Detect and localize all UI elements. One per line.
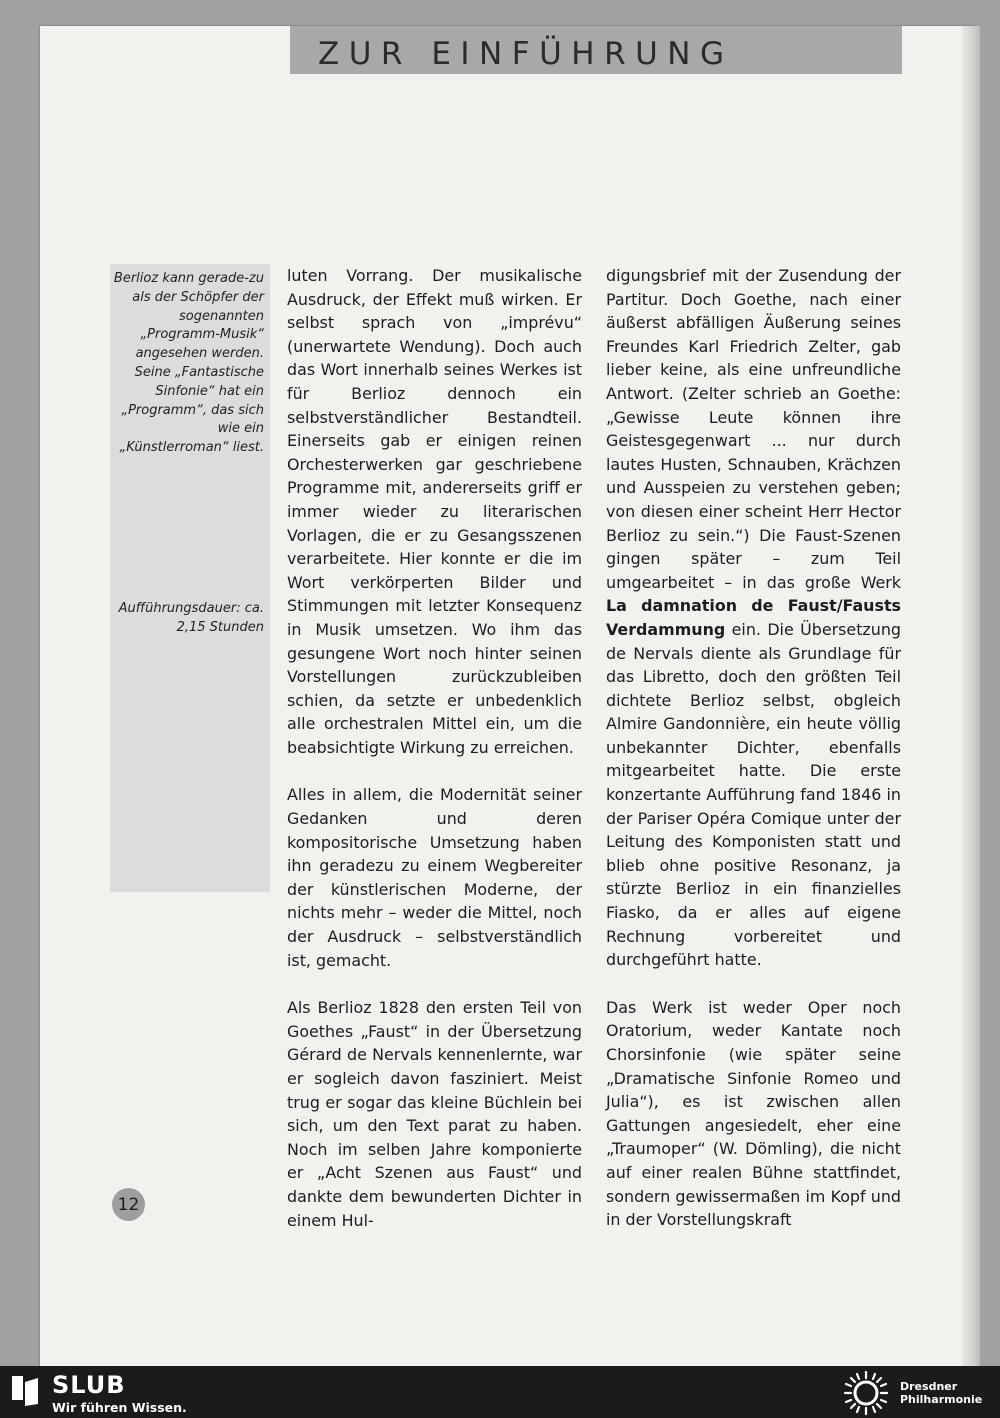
paragraph: Alles in allem, die Modernität seiner Gedanken und deren kompositorische Umsetzung haben ihn geradezu zu einem Wegbereiter der künstlerischen Moderne, der nichts mehr – weder die Mittel, noch der Ausdruck – selbstverständlich ist, gemacht. bbox=[287, 785, 582, 970]
partner-line: Dresdner bbox=[900, 1380, 958, 1393]
text-run: digungsbrief mit der Zusendung der Partitur. Doch Goethe, nach einer äußerst abfälligen Äußerung seines Freundes Karl Friedrich Zelter, gab lieber keine, als eine unfreundliche Antwort. (Zelter schrieb an Goethe: „Gewisse Leute können ihre Geistesgegenwart ... nur durch lautes Husten, Schnauben, Krächzen und Ausspeien zu verstehen geben; von diesen einer scheint Herr Hector Berlioz zu sein.“) Die Faust-Szenen gingen später – zum Teil umgearbeitet – in das große Werk bbox=[606, 266, 901, 592]
paragraph bbox=[606, 264, 901, 972]
partner-line: Philharmonie bbox=[900, 1393, 983, 1406]
page-edge bbox=[962, 26, 980, 1366]
work-title: La damnation de Faust/Fausts Verdammung bbox=[606, 596, 901, 639]
page-number: 12 bbox=[112, 1188, 145, 1221]
slub-brand[interactable]: SLUB bbox=[52, 1371, 126, 1399]
slub-logo-icon[interactable] bbox=[12, 1376, 38, 1406]
paragraph: Das Werk ist weder Oper noch Oratorium, weder Kantate noch Chorsinfonie (wie später seine „Dramatische Sinfonie Romeo und Julia“), es ist zwischen allen Gattungen angesiedelt, eher eine „Traumoper“ (W. Dömling), die nicht auf einer realen Bühne stattfindet, sondern gewissermaßen im Kopf und in der Vorstellungskraft bbox=[606, 997, 901, 1230]
paragraph: Als Berlioz 1828 den ersten Teil von Goethes „Faust“ in der Übersetzung Gérard de Nervals kennenlernte, war er sogleich davon fasziniert. Meist trug er sogar das kleine Büchlein bei sich, um den Text parat zu haben. Noch im selben Jahre komponierte er „Acht Szenen aus Faust“ und dankte dem bewunderten Dichter in einem Hul- bbox=[287, 998, 582, 1230]
margin-note-duration: Aufführungsdauer: ca. 2,15 Stunden bbox=[118, 601, 264, 635]
text-run: ein. Die Übersetzung de Nervals diente als Grundlage für das Libretto, doch den größten Teil dichtete Berlioz selbst, obgleich Almire Gandonnière, ein heute völlig unbekannter Dichter, ebenfalls mitgearbeitet hatte. Die erste konzertante Aufführung fand 1846 in der Pariser Opéra Comique unter der Leitung des Komponisten statt und blieb ohne positive Resonanz, ja stürzte Berlioz in ein finanzielles Fiasko, da er alles auf eigene Rechnung vorbereitet und durchgeführt hatte. bbox=[606, 619, 901, 970]
section-title: ZUR EINFÜHRUNG bbox=[318, 36, 734, 72]
text-column-right bbox=[606, 264, 901, 1256]
margin-note-programm-musik: Berlioz kann gerade-zu als der Schöpfer der sogenannten „Programm-Musik“ angesehen werden. Seine „Fantastische Sinfonie“ hat ein „Programm“, das sich wie ein „Künstlerroman“ liest. bbox=[113, 271, 264, 456]
dresdner-philharmonie-name[interactable] bbox=[900, 1380, 996, 1406]
paragraph: luten Vorrang. Der musikalische Ausdruck, der Effekt muß wirken. Er selbst sprach von „imprévu“ (unerwartete Wendung). Doch auch das Wort innerhalb seines Werkes ist für Berlioz dennoch ein selbstverständlicher Bestandteil. Einerseits gab er einigen reinen Orchesterwerken gar geschriebene Programme mit, andererseits griff er immer wieder zu literarischen Vorlagen, die er zu Gesangsszenen verarbeitete. Hier konnte er die im Wort verkörperten Bilder und Stimmungen mit letzter Konsequenz in Musik umsetzen. Wo ihm das gesungene Wort noch hinter seinen Vorstellungen zurückzubleiben schien, da setzte er unbedenklich alle orchestralen Mittel ein, um die beabsichtigte Wirkung zu erreichen. bbox=[287, 266, 582, 757]
text-column-left bbox=[287, 264, 582, 1256]
slub-slogan: Wir führen Wissen. bbox=[52, 1400, 187, 1415]
dresdner-philharmonie-logo-icon[interactable] bbox=[842, 1370, 890, 1416]
